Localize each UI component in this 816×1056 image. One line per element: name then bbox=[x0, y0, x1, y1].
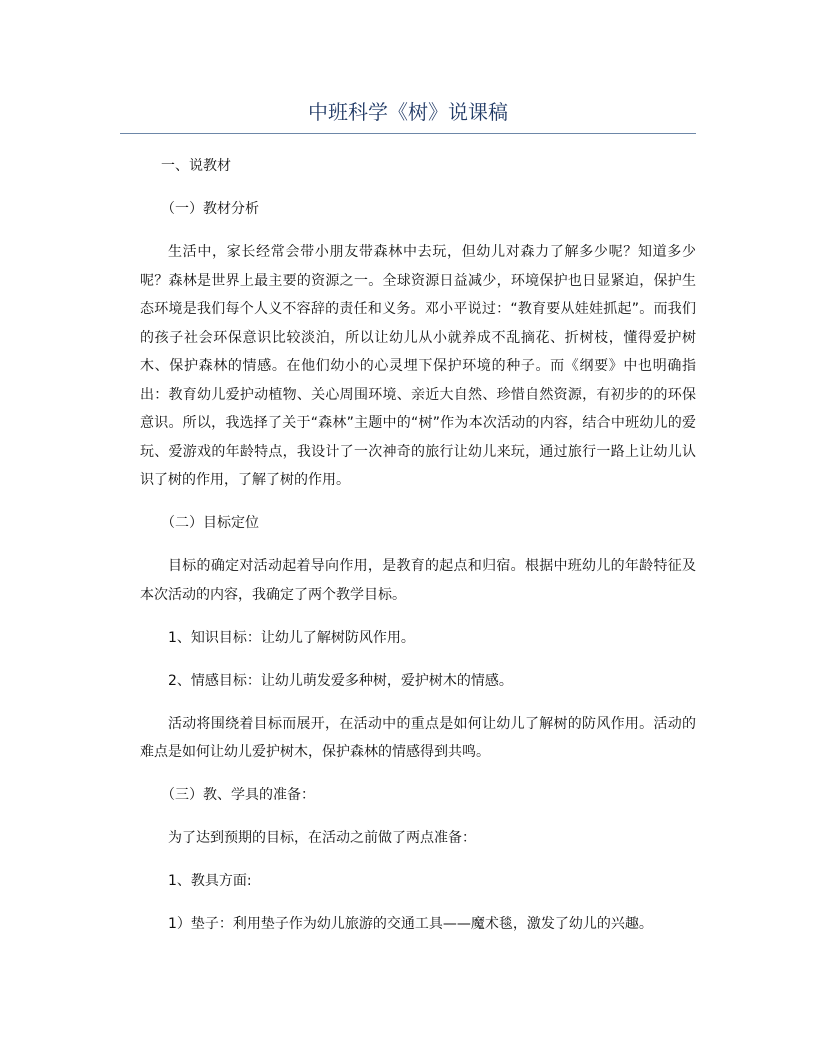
list-item: 1、知识目标：让幼儿了解树防风作用。 bbox=[168, 629, 415, 646]
subsection-heading: （一）教材分析 bbox=[161, 201, 259, 217]
list-item: 1）垫子：利用垫子作为幼儿旅游的交通工具——魔术毯，激发了幼儿的兴趣。 bbox=[168, 916, 653, 932]
subsection-heading: （二）目标定位 bbox=[161, 515, 259, 531]
paragraph: 为了达到预期的目标，在活动之前做了两点准备： bbox=[168, 830, 476, 846]
title-divider bbox=[120, 133, 696, 134]
paragraph: 活动将围绕着目标而展开，在活动中的重点是如何让幼儿了解树的防风作用。活动的难点是如何让幼儿爱护树木，保护森林的情感得到共鸣。 bbox=[140, 715, 696, 760]
subsection-heading: （三）教、学具的准备： bbox=[161, 787, 315, 803]
list-item: 2、情感目标：让幼儿萌发爱多种树，爱护树木的情感。 bbox=[168, 672, 513, 689]
list-item: 1、教具方面: bbox=[168, 873, 252, 889]
section-heading: 一、说教材 bbox=[161, 158, 231, 174]
paragraph: 目标的确定对活动起着导向作用，是教育的起点和归宿。根据中班幼儿的年龄特征及本次活动的内容，我确定了两个教学目标。 bbox=[140, 558, 696, 603]
document-body bbox=[140, 152, 696, 953]
document-title: 中班科学《树》说课稿 bbox=[308, 100, 508, 124]
paragraph: 生活中，家长经常会带小朋友带森林中去玩，但幼儿对森力了解多少呢？知道多少呢？森林是世界上最主要的资源之一。全球资源日益减少，环境保护也日显紧迫，保护生态环境是我们每个人义不容辞的责任和义务。邓小平说过：“教育要从娃娃抓起”。而我们的孩子社会环保意识比较淡泊，所以让幼儿从小就养成不乱摘花、折树枝，懂得爱护树木、保护森林的情感。在他们幼小的心灵埋下保护环境的种子。而《纲要》中也明确指出：教育幼儿爱护动植物、关心周围环境、亲近大自然、珍惜自然资源，有初步的的环保意识。所以，我选择了关于“森林”主题中的“树”作为本次活动的内容，结合中班幼儿的爱玩、爱游戏的年龄特点，我设计了一次神奇的旅行让幼儿来玩，通过旅行一路上让幼儿认识了树的作用，了解了树的作用。 bbox=[140, 244, 696, 488]
